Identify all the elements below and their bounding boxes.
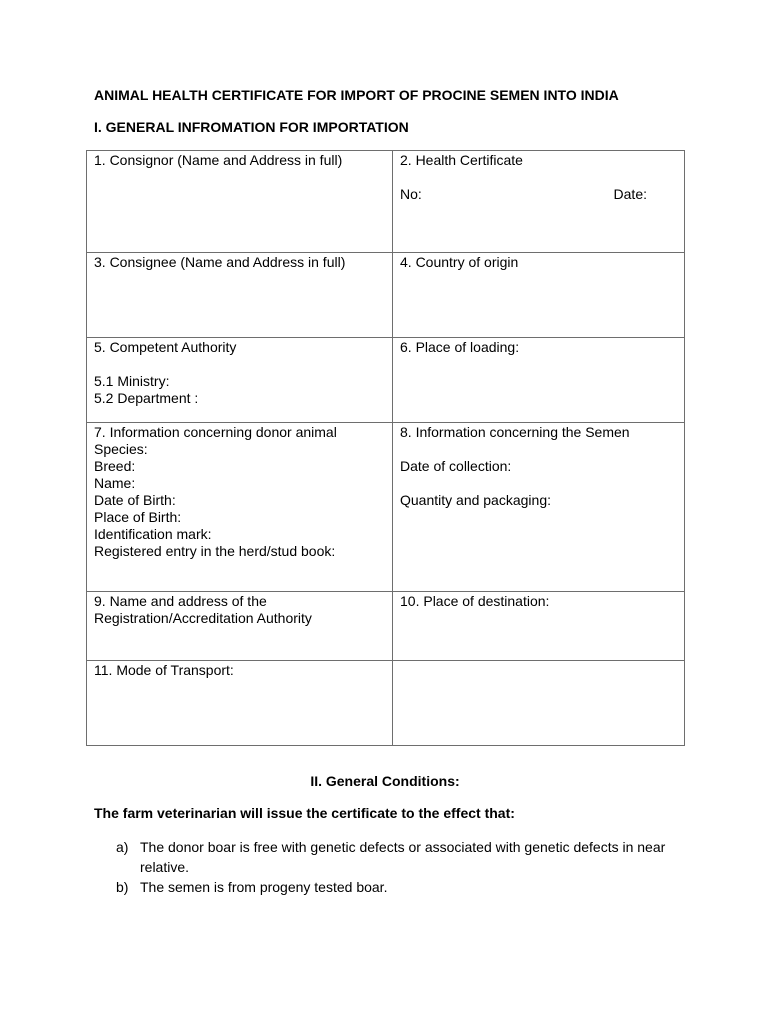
country-of-origin-label: 4. Country of origin (400, 254, 519, 270)
conditions-list (116, 837, 696, 897)
consignee-cell[interactable] (87, 253, 393, 338)
donor-info-heading: 7. Information concerning donor animal (94, 424, 337, 440)
list-marker: b) (116, 879, 129, 895)
department-label: 5.2 Department : (94, 390, 199, 406)
date-of-birth-label: Date of Birth: (94, 492, 176, 508)
list-marker: a) (116, 839, 129, 855)
conditions-intro: The farm veterinarian will issue the certificate to the effect that: (94, 805, 515, 821)
table-row (87, 423, 685, 592)
section-2-title: II. General Conditions: (310, 773, 460, 789)
table-row (87, 253, 685, 338)
registration-authority-label-line-1: 9. Name and address of the (94, 593, 267, 609)
mode-of-transport-label: 11. Mode of Transport: (94, 662, 234, 678)
registration-authority-cell[interactable] (87, 592, 393, 661)
mode-of-transport-cell[interactable] (87, 661, 393, 746)
place-of-loading-label: 6. Place of loading: (400, 339, 520, 355)
identification-mark-label: Identification mark: (94, 526, 212, 542)
certificate-no-date-row (400, 186, 684, 203)
consignee-label: 3. Consignee (Name and Address in full) (94, 254, 346, 270)
semen-info-heading: 8. Information concerning the Semen (400, 424, 630, 440)
country-of-origin-cell[interactable] (393, 253, 685, 338)
document-title: ANIMAL HEALTH CERTIFICATE FOR IMPORT OF PROCINE SEMEN INTO INDIA (94, 87, 619, 103)
general-information-table (86, 150, 685, 746)
registration-authority-label-line-2: Registration/Accreditation Authority (94, 610, 312, 626)
health-certificate-cell[interactable] (393, 151, 685, 253)
place-of-destination-cell[interactable] (393, 592, 685, 661)
place-of-birth-label: Place of Birth: (94, 509, 182, 525)
registered-entry-label: Registered entry in the herd/stud book: (94, 543, 336, 559)
certificate-no-label: No: (400, 186, 422, 202)
place-of-loading-cell[interactable] (393, 338, 685, 423)
condition-text: The donor boar is free with genetic defects or associated with genetic defects in near relative. (140, 839, 666, 875)
breed-label: Breed: (94, 458, 136, 474)
species-label: Species: (94, 441, 148, 457)
table-row (87, 338, 685, 423)
place-of-destination-label: 10. Place of destination: (400, 593, 550, 609)
ministry-label: 5.1 Ministry: (94, 373, 170, 389)
quantity-packaging-label: Quantity and packaging: (400, 492, 551, 508)
date-of-collection-label: Date of collection: (400, 458, 512, 474)
list-item (116, 877, 696, 897)
condition-text: The semen is from progeny tested boar. (140, 879, 388, 895)
table-row (87, 592, 685, 661)
table-row (87, 661, 685, 746)
health-certificate-label: 2. Health Certificate (400, 152, 523, 168)
consignor-cell[interactable] (87, 151, 393, 253)
consignor-label: 1. Consignor (Name and Address in full) (94, 152, 343, 168)
empty-cell[interactable] (393, 661, 685, 746)
donor-info-cell[interactable] (87, 423, 393, 592)
list-item (116, 837, 696, 877)
section-1-title: I. GENERAL INFROMATION FOR IMPORTATION (94, 119, 409, 135)
semen-info-cell[interactable] (393, 423, 685, 592)
table-row (87, 151, 685, 253)
certificate-date-label: Date: (613, 186, 647, 202)
competent-authority-label: 5. Competent Authority (94, 339, 237, 355)
competent-authority-cell[interactable] (87, 338, 393, 423)
name-label: Name: (94, 475, 136, 491)
